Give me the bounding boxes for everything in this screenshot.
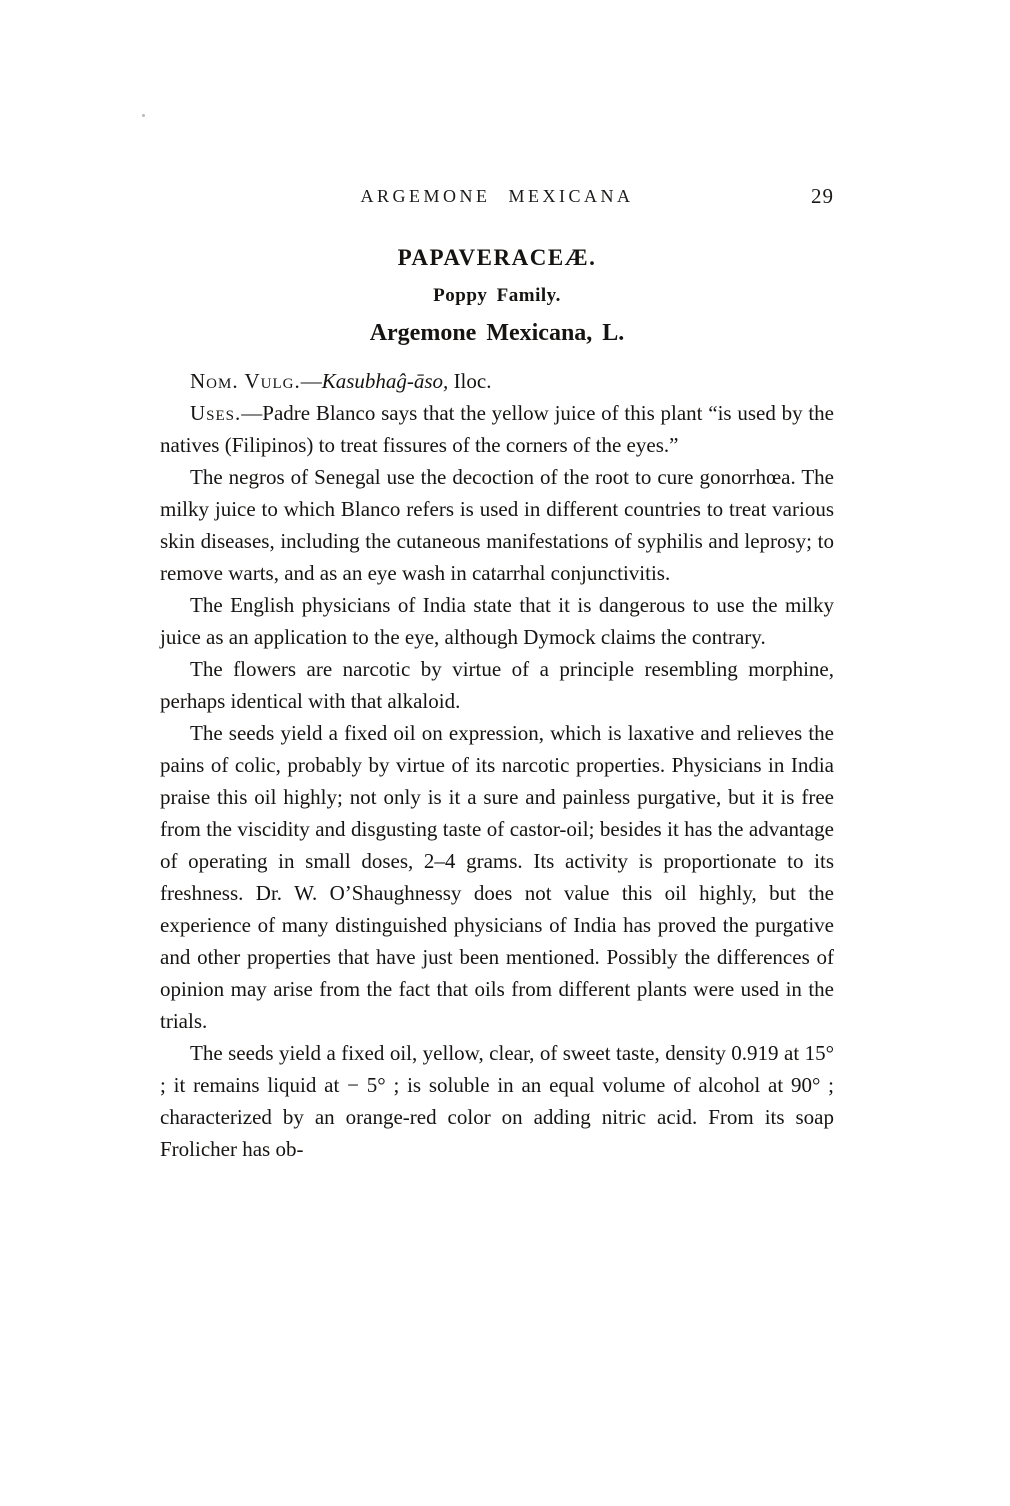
text-run: Uses. xyxy=(190,401,242,425)
paragraph xyxy=(160,653,834,717)
text-run: Nom. Vulg. xyxy=(190,369,301,393)
paragraph xyxy=(160,461,834,589)
scan-artifact xyxy=(142,114,145,117)
paragraph xyxy=(160,365,834,397)
text-run: — xyxy=(300,369,322,393)
text-run: —Padre Blanco says that the yellow juice of this plant “is used by the natives (Filipinos) to treat fissures of the corners of the eyes.” xyxy=(160,401,834,457)
text-run: The seeds yield a fixed oil, yellow, clear, of sweet taste, density 0.919 at 15° ; it remains liquid at − 5° ; is soluble in an equal volume of alcohol at 90° ; characterized by an orange-red color on adding nitric acid. From its soap Frolicher has ob- xyxy=(160,1041,834,1161)
paragraph xyxy=(160,397,834,461)
running-header xyxy=(160,186,834,207)
running-header-title: ARGEMONE MEXICANA xyxy=(360,186,634,206)
species-title: Argemone Mexicana, L. xyxy=(369,320,625,346)
text-run: The seeds yield a fixed oil on expression, which is laxative and relieves the pains of colic, probably by virtue of its narcotic properties. Physicians in India praise this oil highly; not only is it a sure and painless purgative, but it is free from the viscidity and disgusting taste of castor-oil; besides it has the advantage of operating in small doses, 2–4 grams. Its activity is proportionate to its freshness. Dr. W. O’Shaughnessy does not value this oil highly, but the experience of many distinguished physicians of India has proved the purgative and other properties that have just been mentioned. Possibly the differences of opinion may arise from the fact that oils from different plants were used in the trials. xyxy=(160,721,834,1033)
text-run: The English physicians of India state that it is dangerous to use the milky juice as an application to the eye, although Dymock claims the contrary. xyxy=(160,593,834,649)
paragraph xyxy=(160,589,834,653)
text-run: Kasubhaĝ-āso, xyxy=(321,369,449,393)
family-title: PAPAVERACEÆ. xyxy=(397,245,597,270)
text-run: The flowers are narcotic by virtue of a principle resembling morphine, perhaps identical with that alkaloid. xyxy=(160,657,834,713)
text-run: Iloc. xyxy=(448,369,492,393)
paragraph xyxy=(160,717,834,1037)
paragraph xyxy=(160,1037,834,1165)
page-number: 29 xyxy=(811,184,834,208)
body-text xyxy=(160,365,834,1165)
common-name-title: Poppy Family. xyxy=(433,285,561,306)
text-run: The negros of Senegal use the decoction of the root to cure gonorrhœa. The milky juice to which Blanco refers is used in different countries to treat various skin diseases, including the cutaneous manifestations of syphilis and leprosy; to remove warts, and as an eye wash in catarrhal conjunctivitis. xyxy=(160,465,834,585)
